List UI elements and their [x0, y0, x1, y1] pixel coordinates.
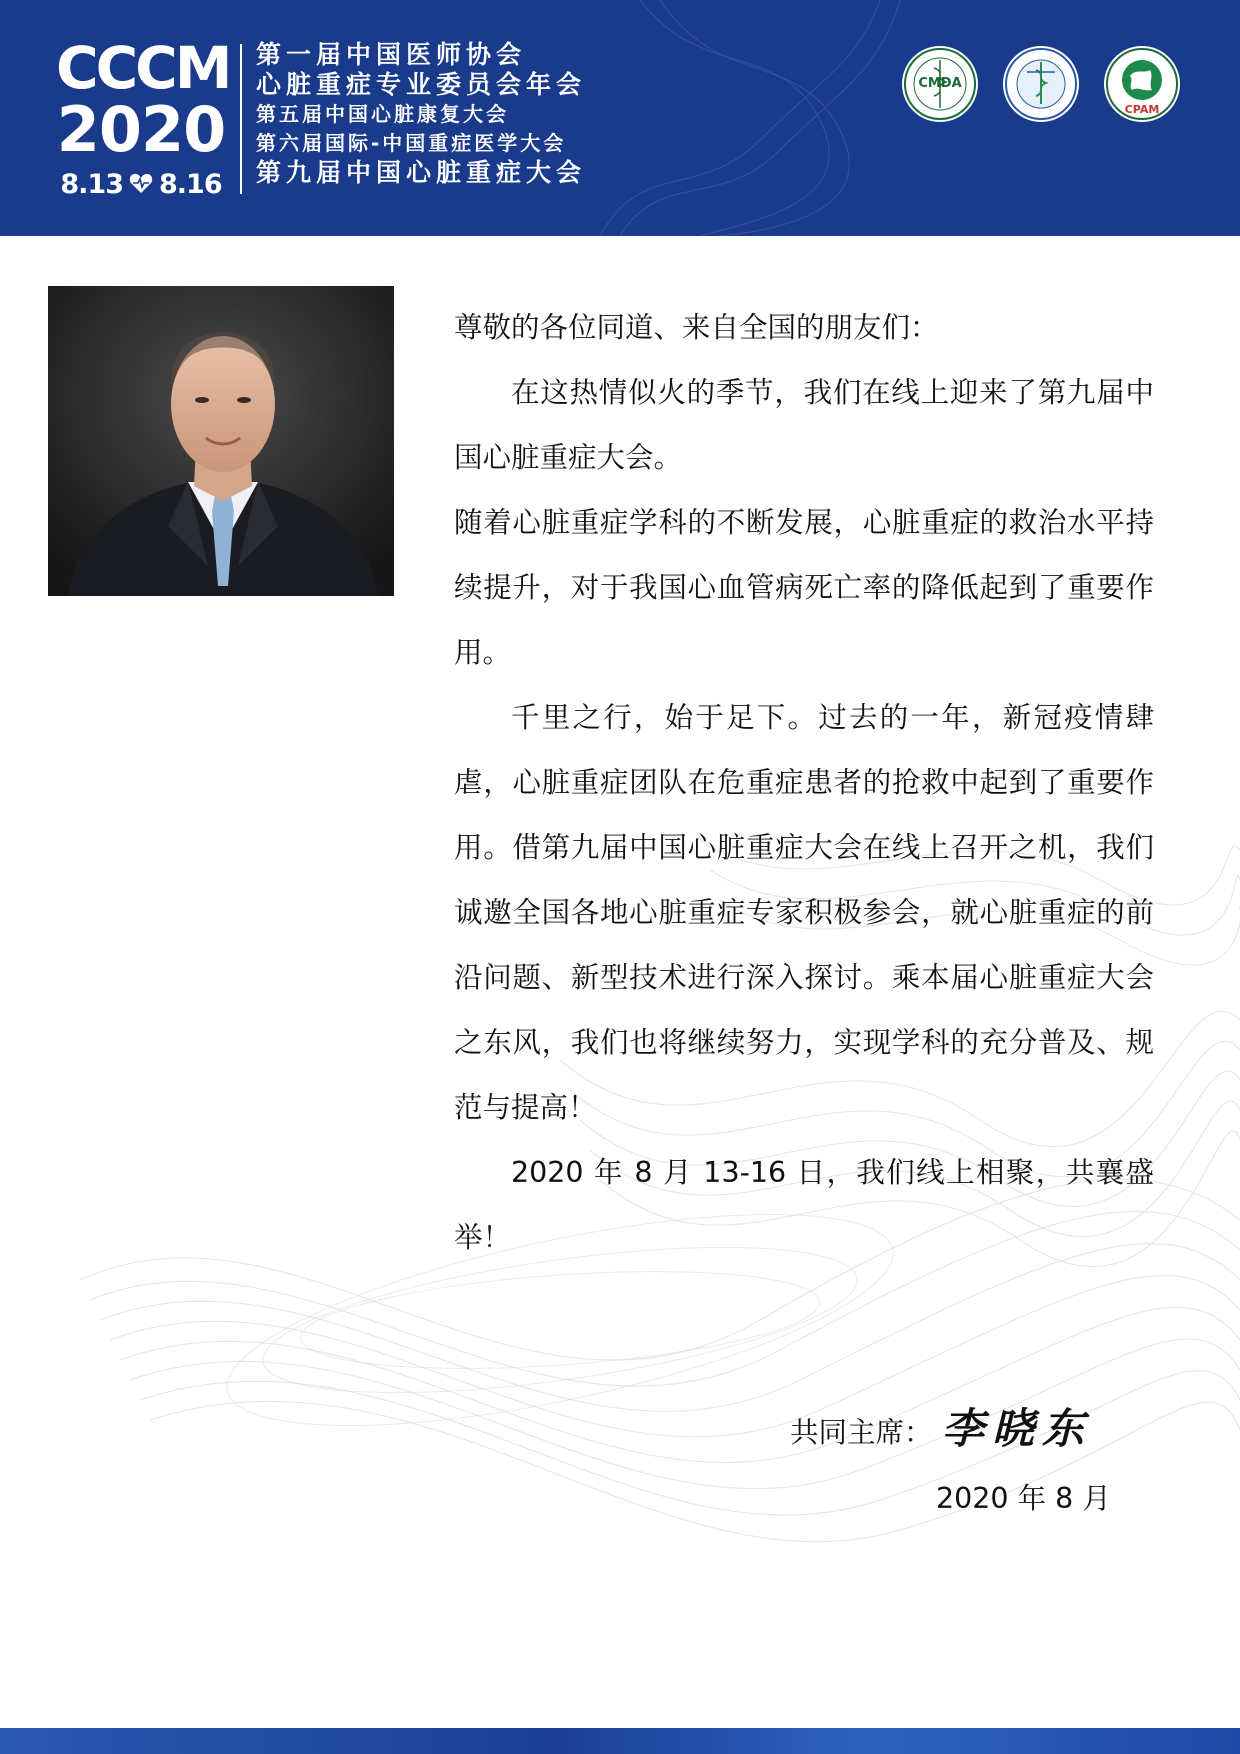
date-start: 8.13 — [60, 169, 123, 200]
conference-line-1: 第一届中国医师协会 — [256, 40, 527, 69]
cma-logo — [1003, 46, 1079, 122]
conference-line-3: 第五届中国心脏康复大会 — [256, 102, 509, 126]
cmda-logo — [902, 46, 978, 122]
signature-block — [790, 1392, 1210, 1462]
letter-paragraph-1: 在这热情似火的季节，我们在线上迎来了第九届中国心脏重症大会。 — [454, 376, 1154, 474]
signature-date: 2020 年 8 月 — [936, 1482, 1111, 1515]
conference-line-5: 第九届中国心脏重症大会 — [256, 158, 587, 187]
letter-greeting: 尊敬的各位同道、来自全国的朋友们： — [454, 311, 939, 344]
brand-year: 2020 — [56, 93, 226, 166]
cpam-logo-text: CPAM — [1124, 103, 1160, 116]
date-end: 8.16 — [159, 169, 222, 200]
heart-icon — [129, 169, 153, 203]
conference-line-2: 心脏重症专业委员会年会 — [256, 70, 587, 99]
letter-paragraph-4: 2020 年 8 月 13-16 日，我们线上相聚，共襄盛举！ — [454, 1156, 1154, 1254]
brand-acronym: CCCM — [56, 34, 230, 102]
header-divider — [240, 44, 242, 194]
header-banner — [0, 0, 1240, 236]
handwritten-signature: 李晓东 — [942, 1404, 1093, 1453]
conference-line-4: 第六届国际-中国重症医学大会 — [256, 131, 567, 155]
footer-bar — [0, 1728, 1240, 1754]
cpam-logo — [1104, 46, 1180, 122]
signature-label: 共同主席： — [790, 1416, 933, 1449]
brand-dates — [56, 168, 226, 203]
letter-paragraph-2: 随着心脏重症学科的不断发展，心脏重症的救治水平持续提升，对于我国心血管病死亡率的降低起到了重要作用。 — [454, 506, 1154, 669]
conference-titles — [256, 40, 586, 188]
portrait-photo — [48, 286, 394, 596]
letter-paragraph-3: 千里之行，始于足下。过去的一年，新冠疫情肆虐，心脏重症团队在危重症患者的抢救中起到了重要作用。借第九届中国心脏重症大会在线上召开之机，我们诚邀全国各地心脏重症专家积极参会，就心脏重症的前沿问题、新型技术进行深入探讨。乘本届心脏重症大会之东风，我们也将继续努力，实现学科的充分普及、规范与提高！ — [454, 701, 1154, 1124]
cmda-logo-text: CMDA — [918, 76, 962, 91]
letter-body — [454, 295, 1154, 1270]
brand-block — [56, 34, 230, 203]
